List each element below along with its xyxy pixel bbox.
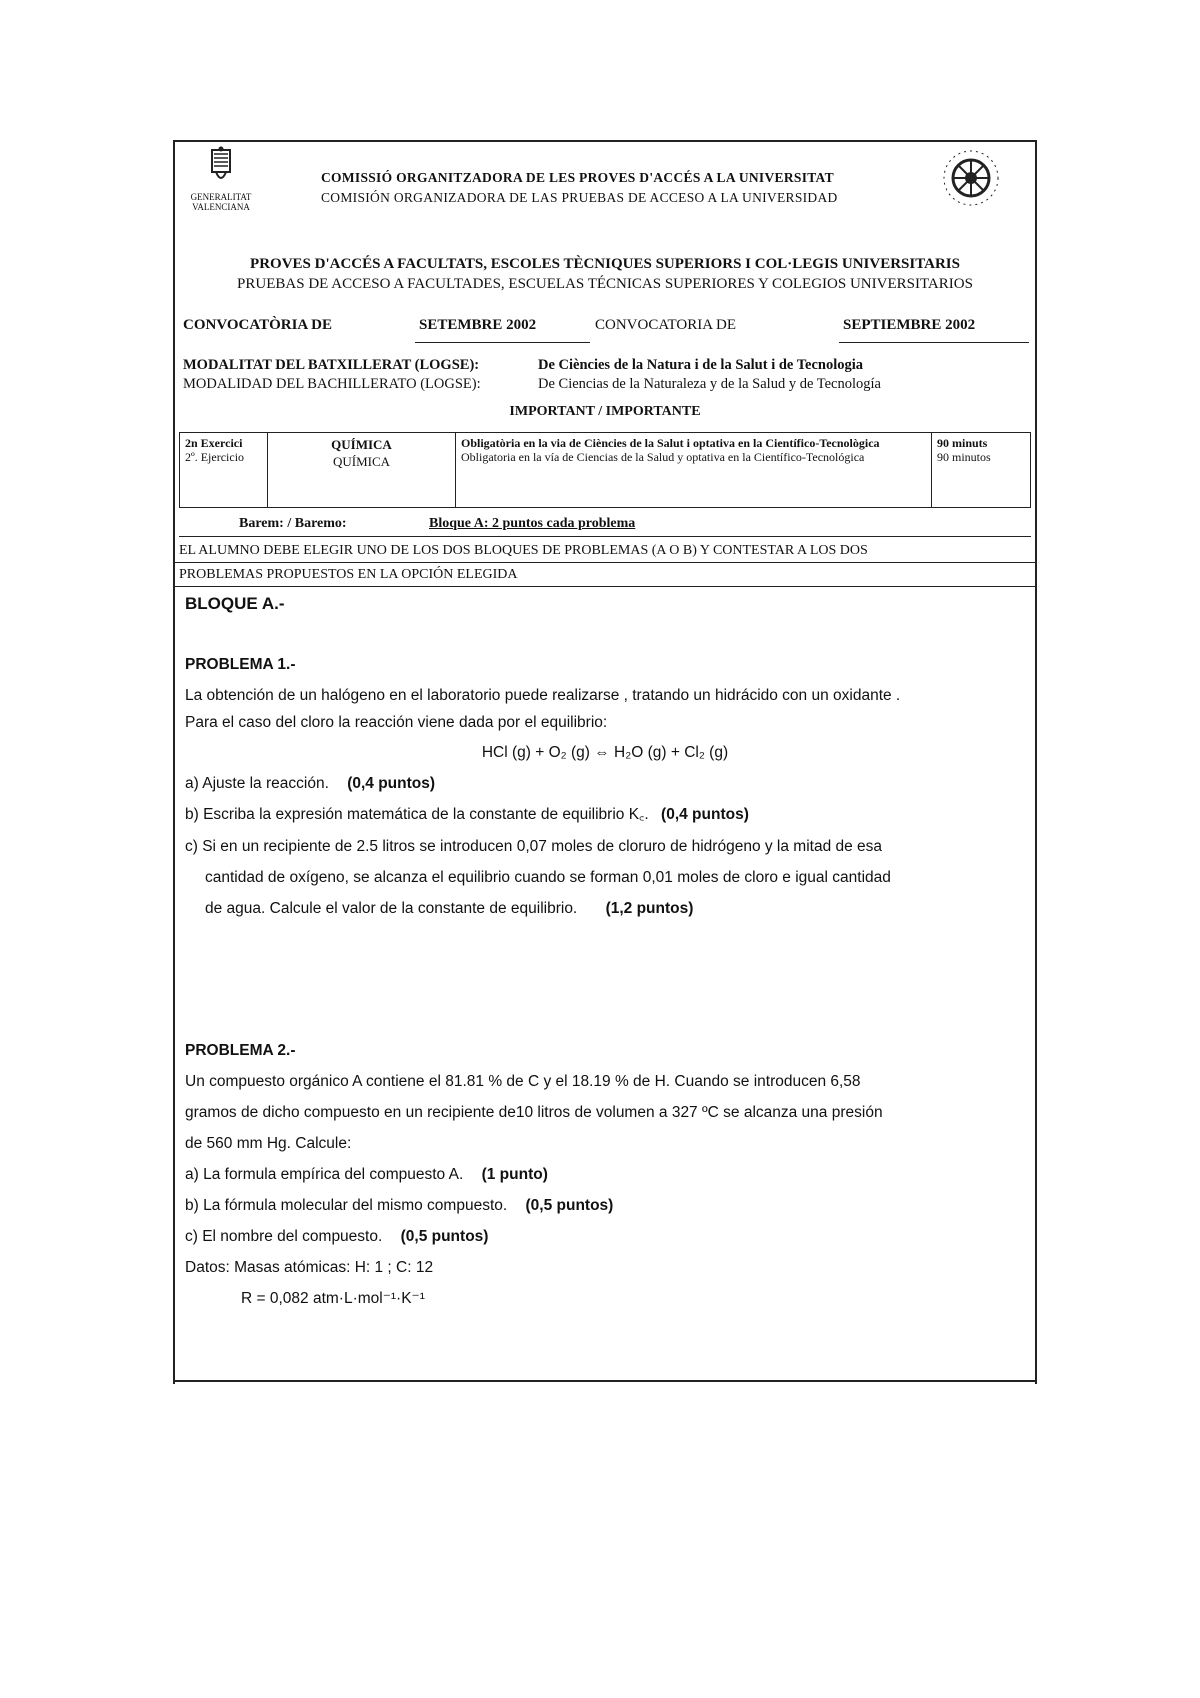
problem2-b xyxy=(185,1190,1025,1221)
problem2-b-text: b) La fórmula molecular del mismo compuesto. xyxy=(185,1197,508,1214)
logo-text-2: VALENCIANA xyxy=(192,202,250,212)
problem1-a-text: a) Ajuste la reacción. xyxy=(185,775,329,792)
problem1-intro1: La obtención de un halógeno en el laboratorio puede realizarse , tratando un hidrácido con un oxidante . xyxy=(185,687,901,704)
convocatoria-label-va: CONVOCATÒRIA DE xyxy=(183,317,333,333)
bloque-heading: BLOQUE A.- xyxy=(185,594,285,613)
modalitat-value-es: De Ciencias de la Naturaleza y de la Salud y de Tecnología xyxy=(538,376,881,392)
seal-icon xyxy=(941,148,1001,208)
generalitat-logo xyxy=(185,146,257,212)
modalitat-values xyxy=(538,356,881,394)
problem2-datos: Datos: Masas atómicas: H: 1 ; C: 12 xyxy=(185,1259,434,1276)
problem2-c-text: c) El nombre del compuesto. xyxy=(185,1228,383,1245)
problem1-c2: cantidad de oxígeno, se alcanza el equilibrio cuando se forman 0,01 moles de cloro e igual cantidad xyxy=(205,869,891,886)
problem2-a-text: a) La formula empírica del compuesto A. xyxy=(185,1166,464,1183)
divider xyxy=(415,342,590,343)
barem-value: Bloque A: 2 puntos cada problema xyxy=(429,516,636,531)
exam-title xyxy=(175,254,1035,294)
problem1-a xyxy=(185,768,1025,799)
problem1-equation: HCl (g) + O₂ (g) ⇔ H₂O (g) + Cl₂ (g) xyxy=(481,744,729,761)
modalitat-value-va: De Ciències de la Natura i de la Salut i de Tecnologia xyxy=(538,357,864,373)
time-es: 90 minutos xyxy=(937,450,991,464)
problem2-line3: de 560 mm Hg. Calcule: xyxy=(185,1135,352,1152)
problem2-c xyxy=(185,1221,1025,1252)
instructions xyxy=(175,539,1035,587)
problem2-a xyxy=(185,1159,1025,1190)
subject-es: QUÍMICA xyxy=(332,454,391,469)
problem1-b-text: b) Escriba la expresión matemática de la constante de equilibrio K꜀. xyxy=(185,806,649,823)
problem1-c1: c) Si en un recipiente de 2.5 litros se introducen 0,07 moles de cloruro de hidrógeno y la mitad de esa xyxy=(185,838,883,855)
problem2-c-points: (0,5 puntos) xyxy=(400,1228,489,1245)
committee-heading xyxy=(321,168,838,208)
time-cell xyxy=(932,433,1029,507)
subject-cell xyxy=(268,433,456,507)
time-va: 90 minuts xyxy=(937,436,988,450)
divider xyxy=(839,342,1029,343)
instruction-line: EL ALUMNO DEBE ELEGIR UNO DE LOS DOS BLOQUES DE PROBLEMAS (A O B) Y CONTESTAR A LOS DOS xyxy=(175,539,1035,563)
modalitat-label-va: MODALITAT DEL BATXILLERAT (LOGSE): xyxy=(183,357,480,373)
subject-va: QUÍMICA xyxy=(331,437,392,452)
exercise-es: 2º. Ejercicio xyxy=(185,450,245,464)
exercise-va: 2n Exercici xyxy=(185,436,243,450)
university-seal xyxy=(925,148,1017,226)
barem-label: Barem: / Baremo: xyxy=(239,516,347,531)
description-es: Obligatoria en la vía de Ciencias de la Salud y optativa en la Científico-Tecnológica xyxy=(461,450,865,464)
convocatoria-value-va: SETEMBRE 2002 xyxy=(419,317,537,333)
barem-row xyxy=(179,513,1031,537)
problem2-line2: gramos de dicho compuesto en un recipiente de10 litros de volumen a 327 ºC se alcanza una presión xyxy=(185,1104,883,1121)
subject-table xyxy=(179,432,1031,508)
problem1-b xyxy=(185,799,1025,830)
description-cell xyxy=(456,433,932,507)
problem2-b-points: (0,5 puntos) xyxy=(525,1197,614,1214)
crest-icon xyxy=(204,146,238,190)
problem1-c-points: (1,2 puntos) xyxy=(605,900,694,917)
problem2-a-points: (1 punto) xyxy=(481,1166,548,1183)
modalitat-label-es: MODALIDAD DEL BACHILLERATO (LOGSE): xyxy=(183,376,481,392)
problem2-r-constant: R = 0,082 atm·L·mol⁻¹·K⁻¹ xyxy=(241,1290,425,1307)
problem2-line1: Un compuesto orgánico A contiene el 81.81 % de C y el 18.19 % de H. Cuando se introducen 6,58 xyxy=(185,1073,861,1090)
page-bottom-rule xyxy=(175,1380,1035,1382)
committee-va: COMISSIÓ ORGANITZADORA DE LES PROVES D'ACCÉS A LA UNIVERSITAT xyxy=(321,170,834,185)
exam-page xyxy=(173,140,1037,1384)
problem1-c3 xyxy=(185,893,1045,924)
description-va: Obligatòria en la via de Ciències de la Salut i optativa en la Científico-Tecnològica xyxy=(461,436,880,450)
convocatoria-value-es: SEPTIEMBRE 2002 xyxy=(843,317,976,333)
committee-es: COMISIÓN ORGANIZADORA DE LAS PRUEBAS DE ACCESO A LA UNIVERSIDAD xyxy=(321,190,838,205)
problem1-c3-text: de agua. Calcule el valor de la constante de equilibrio. xyxy=(205,900,578,917)
instruction-line: PROBLEMAS PROPUESTOS EN LA OPCIÓN ELEGIDA xyxy=(175,563,1035,587)
title-va: PROVES D'ACCÉS A FACULTATS, ESCOLES TÈCNIQUES SUPERIORS I COL·LEGIS UNIVERSITARIS xyxy=(250,256,960,272)
problem1-b-points: (0,4 puntos) xyxy=(661,806,749,823)
important-heading: IMPORTANT / IMPORTANTE xyxy=(509,404,701,419)
convocatoria-label-es: CONVOCATORIA DE xyxy=(595,317,736,333)
title-es: PRUEBAS DE ACCESO A FACULTADES, ESCUELAS TÉCNICAS SUPERIORES Y COLEGIOS UNIVERSITARIOS xyxy=(237,276,973,292)
modalitat-labels xyxy=(183,356,481,394)
problem1-intro2: Para el caso del cloro la reacción viene dada por el equilibrio: xyxy=(185,714,608,731)
logo-text-1: GENERALITAT xyxy=(190,192,252,202)
exercise-cell xyxy=(180,433,268,507)
problem1-title: PROBLEMA 1.- xyxy=(185,656,296,673)
problem2-title: PROBLEMA 2.- xyxy=(185,1042,296,1059)
problem1-a-points: (0,4 puntos) xyxy=(347,775,436,792)
